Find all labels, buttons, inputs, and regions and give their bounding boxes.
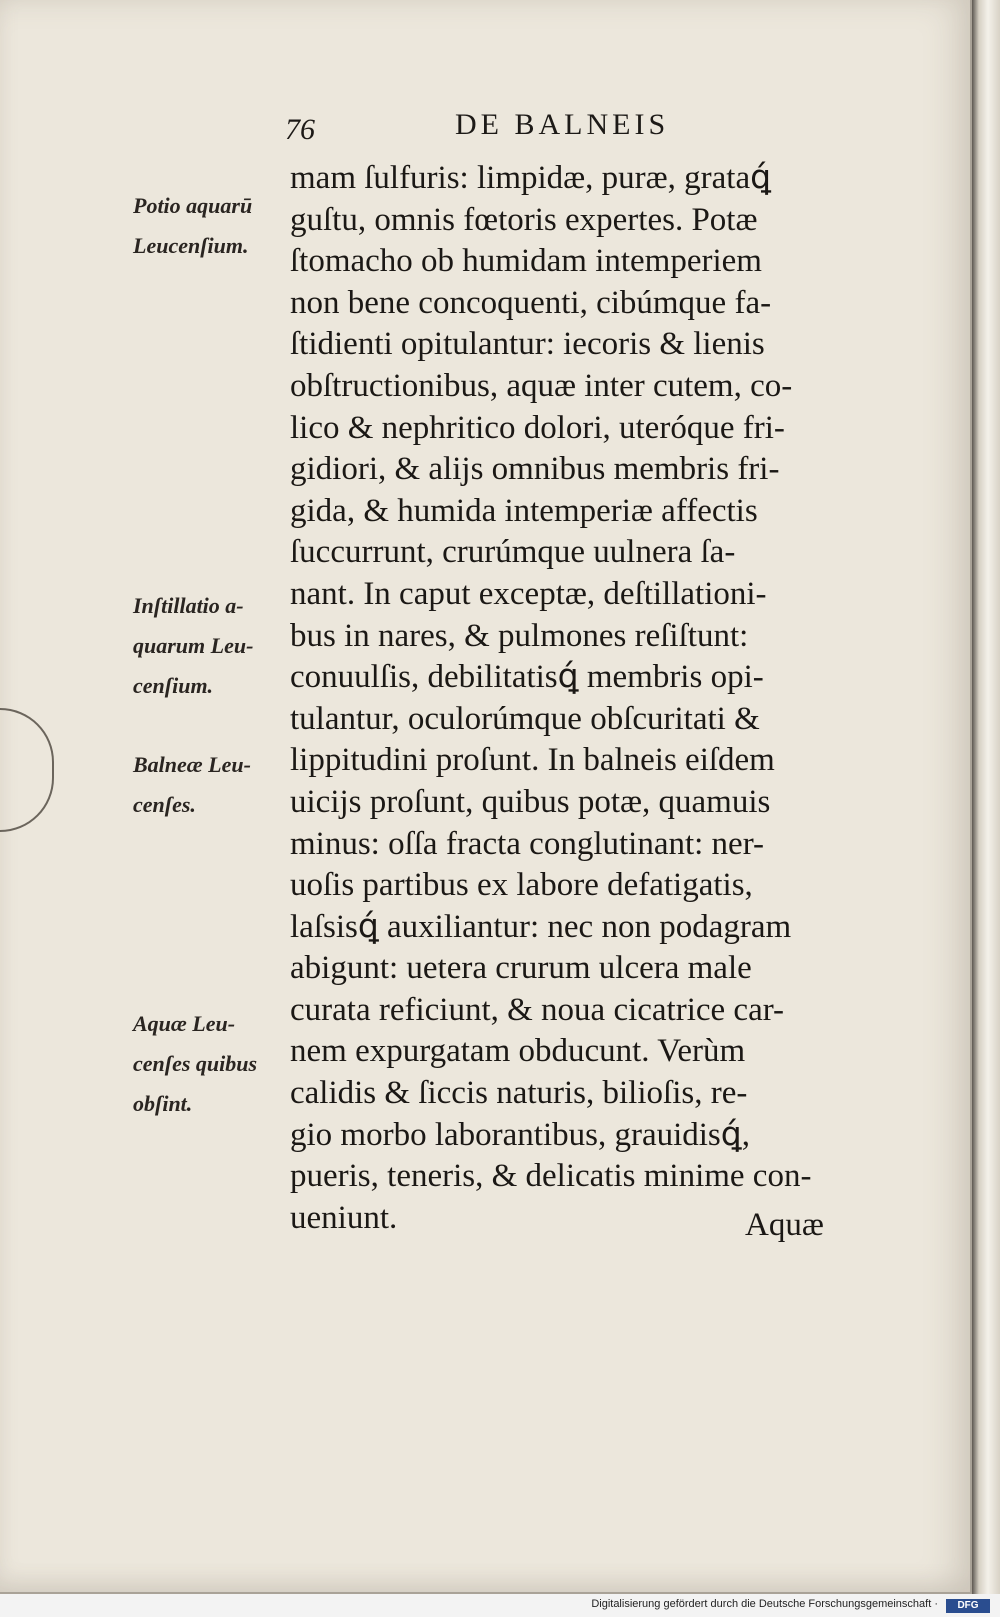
page-number: 76 — [285, 113, 315, 146]
margin-note-aquae — [133, 1004, 293, 1124]
margin-note-line: Balneæ Leu- — [133, 752, 251, 777]
text-line: ſtomacho ob humidam intemperiem — [290, 243, 762, 280]
margin-note-balneae — [133, 745, 293, 825]
text-line: minus: oſſa fracta conglutinant: ner- — [290, 825, 765, 862]
catchword: Aquæ — [745, 1207, 824, 1243]
text-line: nant. In caput exceptæ, deſtillationi- — [290, 575, 767, 612]
margin-note-line: Inſtillatio a- — [133, 593, 244, 618]
text-line: ueniunt. — [290, 1199, 398, 1236]
text-line: bus in nares, & pulmones reſiſtunt: — [290, 617, 749, 654]
margin-note-line: Potio aquarū — [133, 193, 253, 218]
dfg-logo: DFG — [946, 1599, 990, 1613]
text-line: mam ſulfuris: limpidæ, puræ, grataꝗ́ — [290, 160, 772, 196]
margin-note-line: quarum Leu- — [133, 633, 254, 658]
text-line: gidiori, & alijs omnibus membris fri- — [290, 451, 780, 488]
text-line: nem expurgatam obducunt. Verùm — [290, 1033, 746, 1070]
text-line: gida, & humida intemperiæ affectis — [290, 492, 758, 529]
text-line: ſuccurrunt, crurúmque uulnera ſa- — [290, 534, 736, 571]
text-line: guſtu, omnis fœtoris expertes. Potæ — [290, 201, 758, 238]
text-line: lippitudini proſunt. In balneis eiſdem — [290, 742, 775, 779]
text-line: abigunt: uetera crurum ulcera male — [290, 950, 752, 987]
text-line: non bene concoquenti, cibúmque fa- — [290, 284, 772, 321]
text-line: pueris, teneris, & delicatis minime con- — [290, 1158, 812, 1195]
running-head: DE BALNEIS — [455, 108, 670, 141]
body-text — [290, 158, 890, 1239]
page-edge — [970, 0, 1000, 1617]
margin-note-line: cenſes quibus — [133, 1051, 258, 1076]
text-line: lico & nephritico dolori, uteróque fri- — [290, 409, 785, 446]
text-line: gio morbo laborantibus, grauidisꝗ́, — [290, 1116, 750, 1153]
text-line: calidis & ſiccis naturis, bilioſis, re- — [290, 1075, 748, 1112]
text-line: obſtructionibus, aquæ inter cutem, co- — [290, 367, 793, 404]
margin-note-line: cenſes. — [133, 792, 196, 817]
text-line: conuulſis, debilitatisꝗ́ membris opi- — [290, 659, 764, 696]
text-line: ſtidienti opitulantur: iecoris & lienis — [290, 326, 765, 363]
margin-note-line: Aquæ Leu- — [133, 1011, 236, 1036]
text-line: curata reficiunt, & noua cicatrice car- — [290, 991, 785, 1028]
digitization-credit: Digitalisierung gefördert durch die Deutsche Forschungsgemeinschaft · — [591, 1598, 938, 1610]
text-line: tulantur, oculorúmque obſcuritati & — [290, 700, 760, 737]
margin-note-instillatio — [133, 586, 293, 706]
margin-note-line: cenſium. — [133, 673, 214, 698]
text-line: uoſis partibus ex labore defatigatis, — [290, 867, 753, 904]
margin-note-potio — [133, 186, 293, 266]
margin-note-line: obſint. — [133, 1091, 193, 1116]
text-line: laſsisꝗ́ auxiliantur: nec non podagram — [290, 908, 792, 945]
margin-note-line: Leucenſium. — [133, 233, 249, 258]
text-line: uicijs proſunt, quibus potæ, quamuis — [290, 783, 771, 820]
page-tab-curve — [0, 708, 54, 832]
